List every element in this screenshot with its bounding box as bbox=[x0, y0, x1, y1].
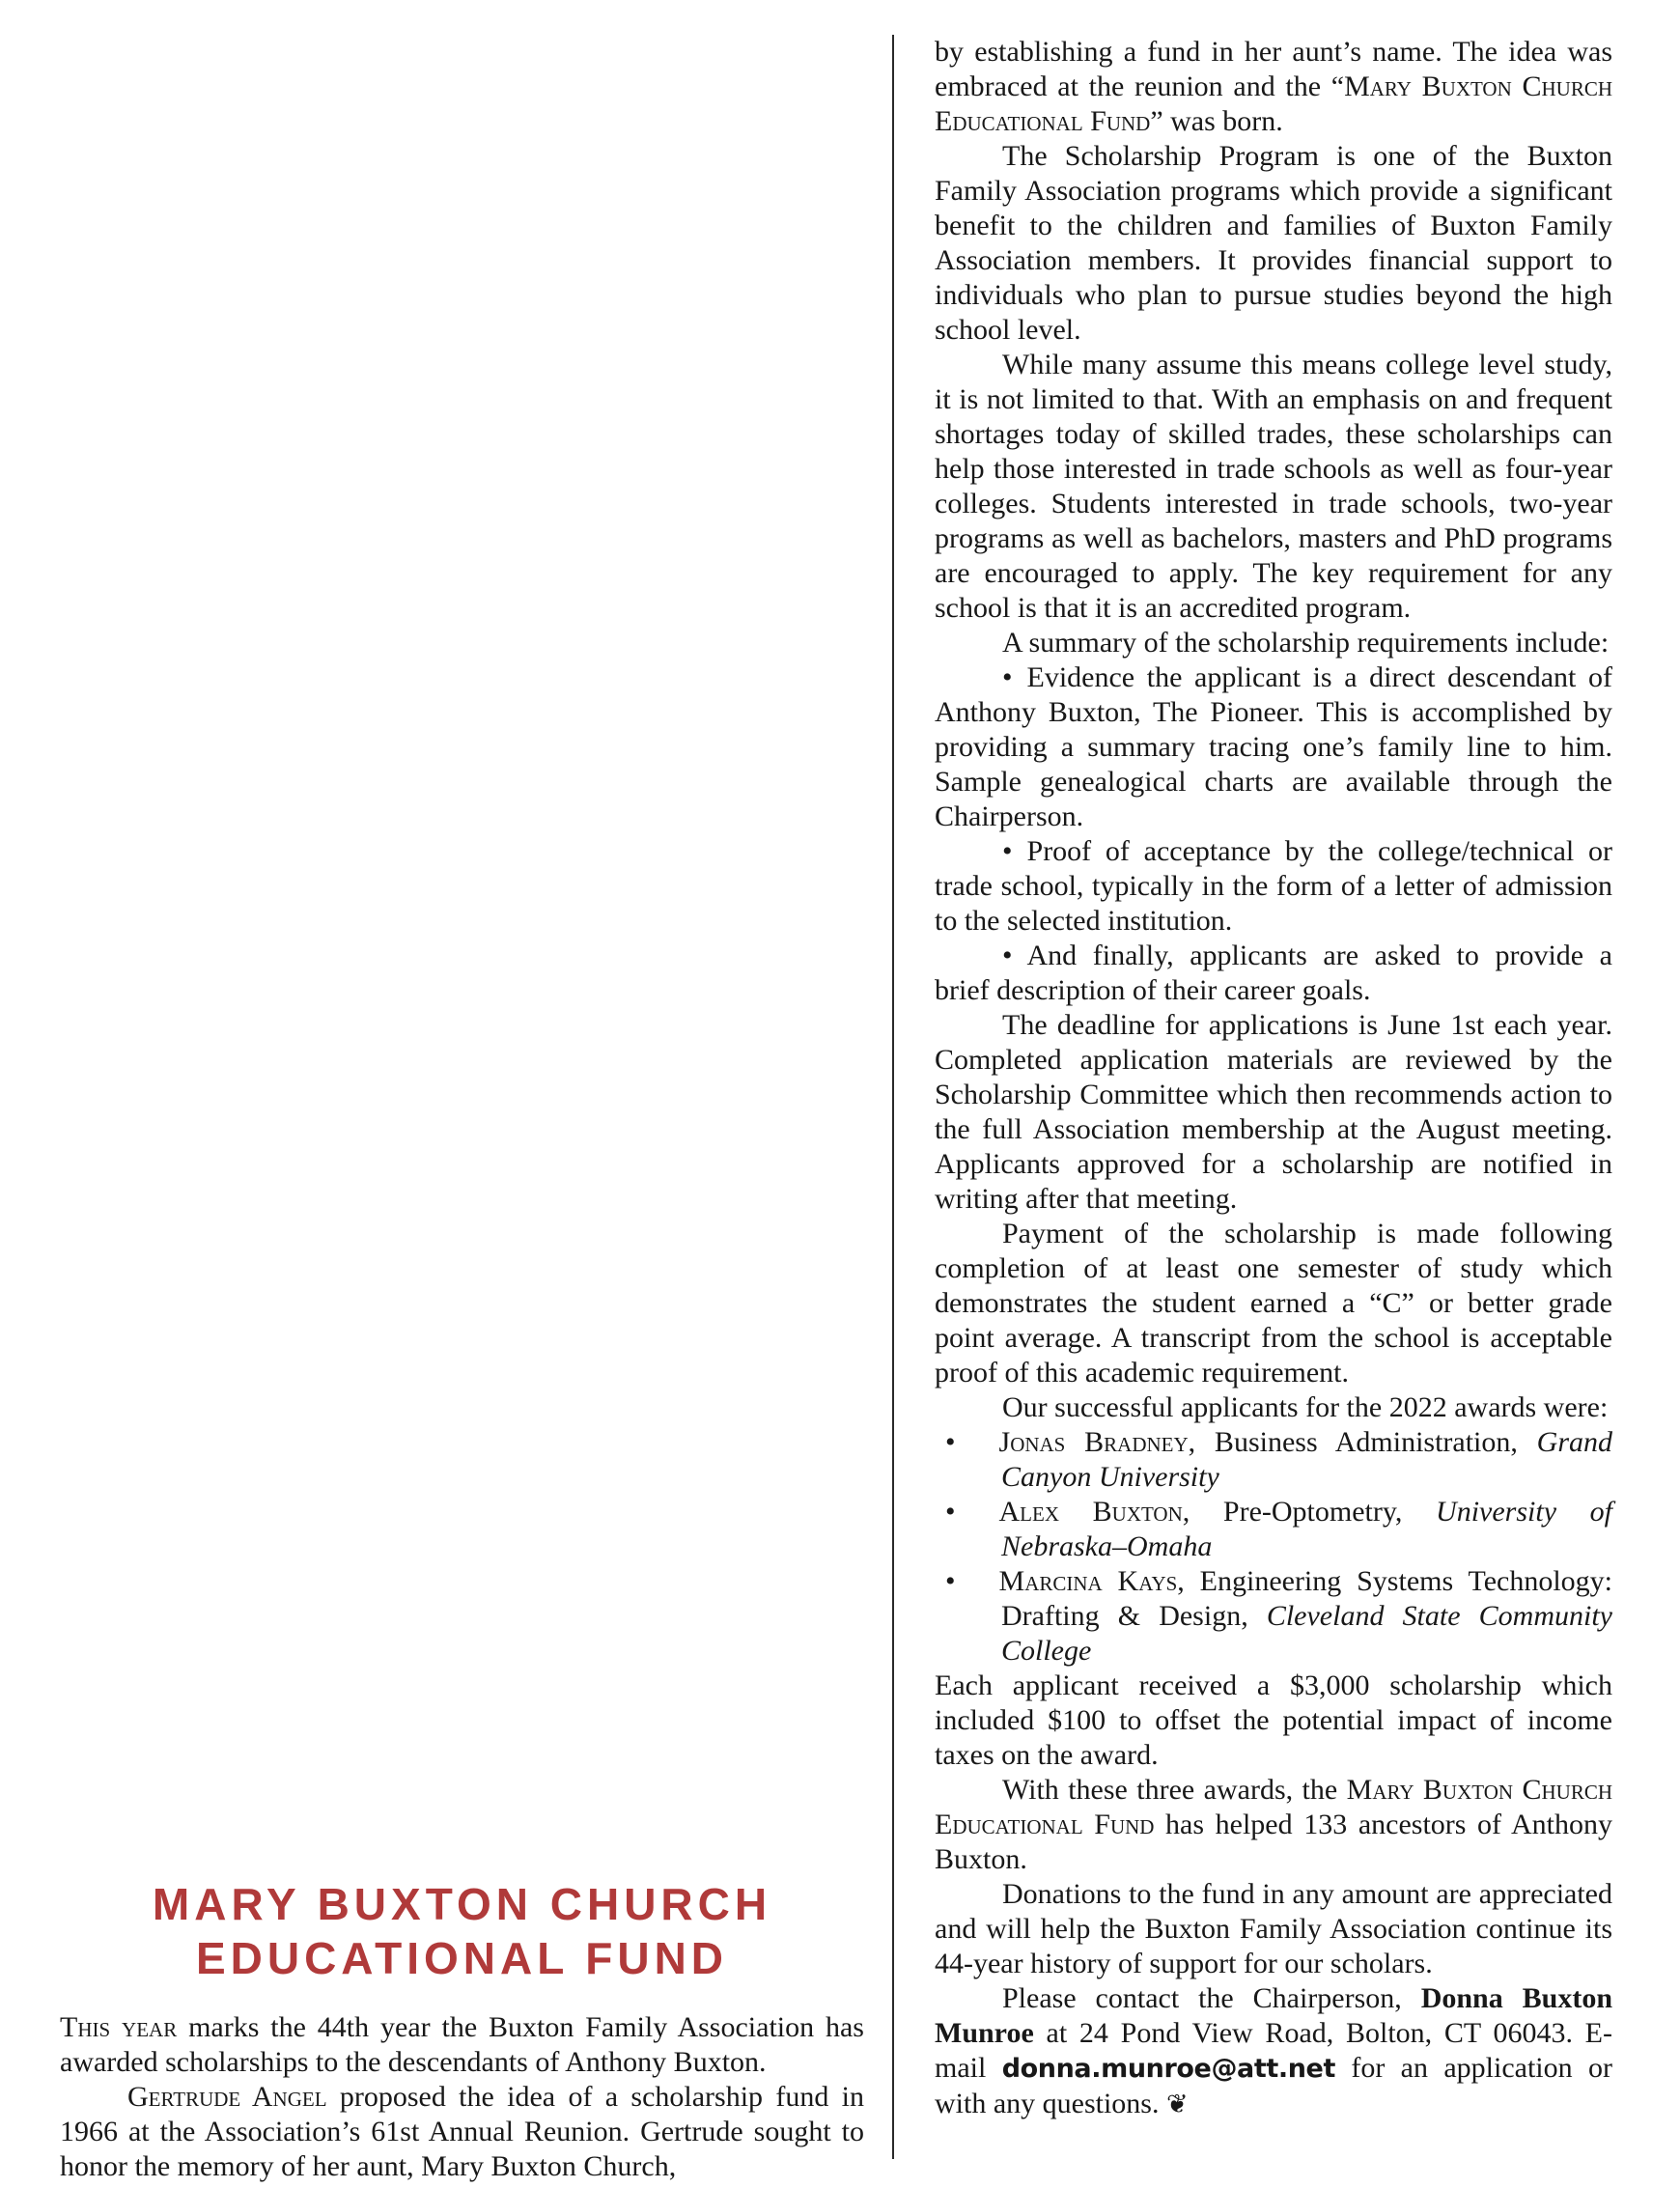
text-run: • bbox=[945, 1426, 999, 1458]
right-paragraphs bbox=[935, 35, 1620, 2122]
paragraph bbox=[935, 348, 1620, 626]
text-run: ❦ bbox=[1166, 2090, 1189, 2119]
text-run: • bbox=[945, 1496, 999, 1528]
paragraph bbox=[935, 939, 1620, 1008]
paragraph bbox=[935, 626, 1612, 660]
text-run: The deadline for applications is June 1st each year. Completed application materials are reviewed by the Scholarship Committee which then recommends action to the full Association membership at the August meeting. Applicants approved for a scholarship are notified in writing after that meeting. bbox=[935, 1009, 1620, 1215]
paragraph bbox=[60, 2010, 872, 2080]
heading-line-1: MARY BUXTON CHURCH bbox=[152, 1879, 772, 1929]
text-run: Marcina Kays bbox=[998, 1565, 1178, 1597]
text-run: , Business Administration, bbox=[1188, 1426, 1537, 1458]
paragraph bbox=[935, 834, 1620, 939]
column-divider bbox=[892, 35, 894, 2159]
paragraph bbox=[935, 1981, 1620, 2122]
text-run: A summary of the scholarship requirements include: bbox=[1002, 627, 1610, 659]
list-item bbox=[935, 1564, 1620, 1669]
text-run: has helped 133 ancestors of Anthony Buxton. bbox=[935, 1809, 1620, 1875]
text-run: , Engineering Systems Technology: Drafting & Design, bbox=[1001, 1565, 1620, 1632]
text-run: Our successful applicants for the 2022 awards were: bbox=[1002, 1391, 1609, 1423]
text-run: at 24 Pond View Road, Bolton, CT 06043. E-mail bbox=[935, 2017, 1612, 2084]
text-run: With these three awards, the bbox=[1002, 1774, 1347, 1806]
text-run: Donna Buxton Munroe bbox=[935, 1982, 1620, 2049]
left-paragraphs bbox=[60, 2010, 872, 2184]
paragraph bbox=[935, 1217, 1620, 1390]
paragraph bbox=[935, 1669, 1620, 1773]
text-run: Each applicant received a $3,000 scholarship which included $100 to offset the potential impact of income taxes on the award. bbox=[935, 1669, 1620, 1771]
paragraph bbox=[935, 1877, 1620, 1981]
text-run: Gertrude Angel bbox=[127, 2081, 327, 2113]
text-run: proposed the idea of a scholarship fund in 1966 at the Association’s 61st Annual Reunion. Gertrude sought to honor the memory of her aunt, Mary Buxton Church, bbox=[60, 2081, 872, 2182]
text-run: , Pre-Optometry, bbox=[1182, 1496, 1437, 1528]
text-run: by establishing a fund in her aunt’s name. The idea was embraced at the reunion and the “ bbox=[935, 36, 1620, 102]
right-column bbox=[935, 35, 1620, 2122]
text-run: Grand Canyon University bbox=[1001, 1426, 1620, 1493]
text-run: donna.munroe@att.net bbox=[1001, 2054, 1335, 2084]
text-run: Payment of the scholarship is made following completion of at least one semester of study which demonstrates the student earned a “C” or better grade point average. A transcript from the school is acceptable proof of this academic requirement. bbox=[935, 1218, 1620, 1389]
text-run: Alex Buxton bbox=[998, 1496, 1183, 1528]
text-run: • Evidence the applicant is a direct descendant of Anthony Buxton, The Pioneer. This is accomplished by providing a summary tracing one’s family line to him. Sample genealogical charts are available through the Chairperson. bbox=[935, 661, 1620, 832]
article-heading bbox=[60, 1877, 864, 1985]
text-run: Mary Buxton Church Educational Fund bbox=[935, 70, 1620, 137]
text-run: Mary Buxton Church Educational Fund bbox=[935, 1774, 1620, 1840]
text-run: marks the 44th year the Buxton Family Association has awarded scholarships to the descendants of Anthony Buxton. bbox=[60, 2011, 872, 2078]
text-run: Cleveland State Community College bbox=[1001, 1600, 1620, 1667]
paragraph bbox=[935, 1390, 1612, 1425]
text-run: This year bbox=[60, 2011, 178, 2043]
list-item bbox=[935, 1425, 1620, 1495]
left-column bbox=[60, 0, 872, 2184]
text-run: The Scholarship Program is one of the Buxton Family Association programs which provide a significant benefit to the children and families of Buxton Family Association members. It provides financial support to individuals who plan to pursue studies beyond the high school level. bbox=[935, 140, 1620, 346]
list-item bbox=[935, 1495, 1620, 1564]
paragraph bbox=[935, 139, 1620, 348]
text-run: • And finally, applicants are asked to provide a brief description of their career goals. bbox=[935, 940, 1620, 1006]
text-run: Please contact the Chairperson, bbox=[1002, 1982, 1421, 2014]
text-run: • Proof of acceptance by the college/technical or trade school, typically in the form of a letter of admission to the selected institution. bbox=[935, 835, 1620, 937]
text-run: While many assume this means college level study, it is not limited to that. With an emphasis on and frequent shortages today of skilled trades, these scholarships can help those interested in trade schools as well as four-year colleges. Students interested in trade schools, two-year programs as well as bachelors, masters and PhD programs are encouraged to apply. The key requirement for any school is that it is an accredited program. bbox=[935, 349, 1620, 624]
text-run: Donations to the fund in any amount are appreciated and will help the Buxton Family Association continue its 44-year history of support for our scholars. bbox=[935, 1878, 1620, 1979]
text-run: • bbox=[945, 1565, 999, 1597]
paragraph bbox=[935, 1773, 1620, 1877]
paragraph bbox=[60, 2080, 872, 2184]
paragraph bbox=[935, 1008, 1620, 1217]
paragraph bbox=[935, 660, 1620, 834]
heading-line-2: EDUCATIONAL FUND bbox=[195, 1933, 729, 1983]
text-run: ” was born. bbox=[1150, 105, 1283, 137]
paragraph bbox=[935, 35, 1620, 139]
text-run: Jonas Bradney bbox=[998, 1426, 1189, 1458]
text-run: for an application or with any questions. bbox=[935, 2052, 1620, 2119]
text-run: University of Nebraska–Omaha bbox=[1001, 1496, 1620, 1562]
